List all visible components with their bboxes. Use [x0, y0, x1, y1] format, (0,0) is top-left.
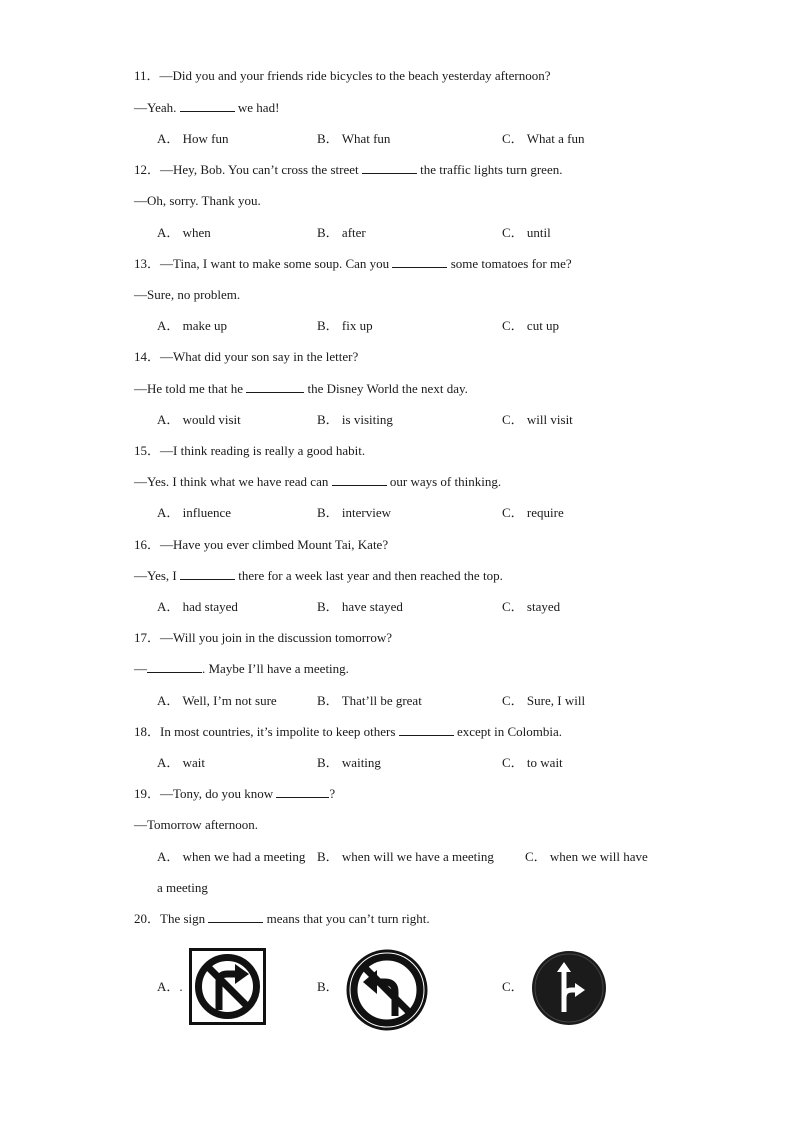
question-19-option-b[interactable]: B． when will we have a meeting — [317, 849, 494, 864]
question-12-option-c[interactable]: C． until — [502, 225, 551, 240]
answer-blank[interactable] — [332, 474, 387, 486]
question-19-option-c[interactable]: C． when we will have — [525, 849, 648, 864]
question-19-reply: —Tomorrow afternoon. — [134, 817, 259, 832]
question-14-option-b[interactable]: B． is visiting — [317, 412, 393, 427]
question-14-option-c[interactable]: C． will visit — [502, 412, 573, 427]
question-16-option-c[interactable]: C． stayed — [502, 599, 561, 614]
answer-blank[interactable] — [208, 911, 263, 923]
question-15-option-a[interactable]: A． influence — [157, 505, 232, 520]
question-12-option-b[interactable]: B． after — [317, 225, 366, 240]
question-20-stem: 20．The sign means that you can’t turn right. — [134, 911, 430, 926]
question-15-reply: —Yes. I think what we have read can our ways of thinking. — [134, 474, 502, 489]
question-18-option-b[interactable]: B． waiting — [317, 755, 381, 770]
question-18-option-c[interactable]: C． to wait — [502, 755, 563, 770]
question-20-option-b[interactable]: B． — [317, 979, 339, 994]
question-16-option-b[interactable]: B． have stayed — [317, 599, 403, 614]
question-14-reply: —He told me that he the Disney World the next day. — [134, 381, 468, 396]
question-13-option-c[interactable]: C． cut up — [502, 318, 560, 333]
question-12-option-a[interactable]: A． when — [157, 225, 211, 240]
question-14-stem: 14．—What did your son say in the letter? — [134, 349, 359, 364]
answer-blank[interactable] — [180, 100, 235, 112]
question-20-option-a[interactable]: A．. — [157, 979, 183, 994]
question-13-option-a[interactable]: A． make up — [157, 318, 228, 333]
question-14-option-a[interactable]: A． would visit — [157, 412, 241, 427]
question-17-reply: — . Maybe I’ll have a meeting. — [134, 661, 349, 676]
no-right-turn-sign-icon — [189, 948, 266, 1029]
answer-blank[interactable] — [147, 661, 202, 673]
question-13-reply: —Sure, no problem. — [134, 287, 241, 302]
answer-blank[interactable] — [180, 568, 235, 580]
no-left-turn-sign-icon — [345, 948, 429, 1036]
question-11-reply: —Yeah. we had! — [134, 100, 280, 115]
question-11-option-c[interactable]: C． What a fun — [502, 131, 585, 146]
question-15-option-c[interactable]: C． require — [502, 505, 564, 520]
answer-blank[interactable] — [246, 381, 304, 393]
question-16-reply: —Yes, I there for a week last year and then reached the top. — [134, 568, 503, 583]
question-11-option-a[interactable]: A． How fun — [157, 131, 229, 146]
question-17-option-b[interactable]: B． That’ll be great — [317, 693, 422, 708]
question-16-option-a[interactable]: A． had stayed — [157, 599, 238, 614]
answer-blank[interactable] — [362, 162, 417, 174]
question-12-stem: 12．—Hey, Bob. You can’t cross the street the traffic lights turn green. — [134, 162, 563, 177]
question-13-stem: 13．—Tina, I want to make some soup. Can you some tomatoes for me? — [134, 256, 572, 271]
question-18-stem: 18．In most countries, it’s impolite to keep others except in Colombia. — [134, 724, 562, 739]
straight-or-right-sign-icon — [531, 950, 607, 1030]
question-12-reply: —Oh, sorry. Thank you. — [134, 193, 261, 208]
question-16-stem: 16．—Have you ever climbed Mount Tai, Kate? — [134, 537, 389, 552]
question-11-option-b[interactable]: B． What fun — [317, 131, 391, 146]
question-19-option-c-wrap: a meeting — [157, 880, 208, 895]
question-19-stem: 19．—Tony, do you know ? — [134, 786, 336, 801]
question-17-stem: 17．—Will you join in the discussion tomorrow? — [134, 630, 393, 645]
question-17-option-c[interactable]: C． Sure, I will — [502, 693, 586, 708]
answer-blank[interactable] — [392, 256, 447, 268]
question-13-option-b[interactable]: B． fix up — [317, 318, 373, 333]
question-17-option-a[interactable]: A． Well, I’m not sure — [157, 693, 277, 708]
question-11-stem: 11．—Did you and your friends ride bicycles to the beach yesterday afternoon? — [134, 68, 551, 83]
answer-blank[interactable] — [276, 786, 329, 798]
question-20-option-c[interactable]: C． — [502, 979, 524, 994]
question-18-option-a[interactable]: A． wait — [157, 755, 206, 770]
question-19-option-a[interactable]: A． when we had a meeting — [157, 849, 306, 864]
question-15-option-b[interactable]: B． interview — [317, 505, 392, 520]
answer-blank[interactable] — [399, 724, 454, 736]
question-15-stem: 15．—I think reading is really a good habit. — [134, 443, 366, 458]
